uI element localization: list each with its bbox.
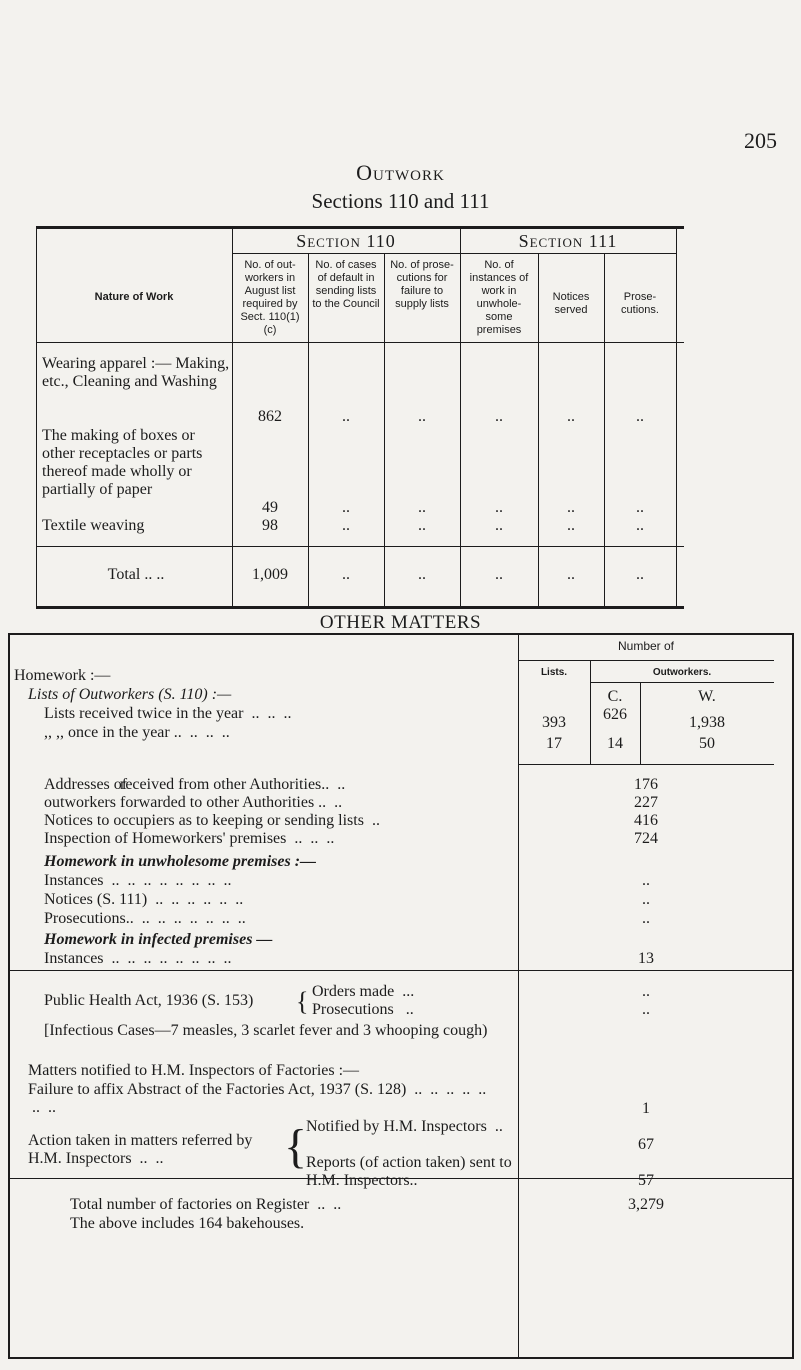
action-brace: { (284, 1120, 308, 1173)
other-matters-title: OTHER MATTERS (319, 612, 482, 633)
orders-made-label: Orders made ... (312, 983, 415, 1000)
total-label: Total .. .. (107, 566, 165, 583)
group-header-section-110: Section 110 (296, 231, 396, 251)
once-w: 50 (699, 735, 715, 752)
cell-textile-outworkers: 98 (262, 517, 278, 534)
outworkers-word: outworkers (44, 794, 116, 811)
reports-value: 57 (638, 1172, 654, 1189)
col-header-notices-served: Notices served (552, 291, 590, 316)
pha-brace: { (296, 987, 309, 1016)
total-factories-label: Total number of factories on Register .. .. (70, 1196, 342, 1213)
once-lists: 17 (546, 735, 562, 752)
forwarded-value: 227 (634, 794, 658, 811)
cell-boxes-default: .. (342, 499, 350, 516)
failure-value: 1 (642, 1100, 650, 1117)
page-subtitle: Sections 110 and 111 (311, 189, 490, 213)
unwholesome-notices-value: .. (642, 891, 650, 908)
addresses-of-label: Addresses of (44, 776, 128, 793)
total-outworkers: 1,009 (252, 566, 288, 583)
row-label-wearing-apparel: Wearing apparel :— Making, etc., Cleaning and Washing (42, 355, 230, 390)
pha-prosecutions-label: Prosecutions .. (312, 1001, 414, 1018)
received-value: 176 (634, 776, 658, 793)
orders-made-value: .. (642, 983, 650, 1000)
matters-heading: Matters notified to H.M. Inspectors of Factories :— (28, 1062, 360, 1079)
pha-label: Public Health Act, 1936 (S. 153) (44, 992, 254, 1009)
cell-boxes-instances: .. (495, 499, 503, 516)
cell-apparel-prosecutions: .. (636, 408, 644, 425)
col-header-prosecutions: Prose-cutions. (621, 291, 659, 316)
row-label-boxes: The making of boxes or other receptacles or parts thereof made wholly or partially of paper (42, 427, 203, 498)
unwholesome-instances-value: .. (642, 872, 650, 889)
unwholesome-instances-label: Instances .. .. .. .. .. .. .. .. (44, 872, 232, 889)
infected-instances-label: Instances .. .. .. .. .. .. .. .. (44, 950, 232, 967)
twice-label: Lists received twice in the year .. .. .. (44, 705, 292, 722)
unwholesome-notices-label: Notices (S. 111) .. .. .. .. .. .. (44, 891, 244, 908)
cell-apparel-outworkers: 862 (258, 408, 282, 425)
col-header-outworkers: No. of out-workers in August list required by Sect. 110(1)(c) (240, 259, 300, 336)
inspection-label: Inspection of Homeworkers' premises .. .. .. (44, 830, 335, 847)
cell-textile-instances: .. (495, 517, 503, 534)
cell-textile-prosecutions: .. (636, 517, 644, 534)
cell-apparel-notices: .. (567, 408, 575, 425)
bakehouses-note: The above includes 164 bakehouses. (70, 1215, 305, 1232)
cell-boxes-notices: .. (567, 499, 575, 516)
cell-apparel-default: .. (342, 408, 350, 425)
notified-value: 67 (638, 1136, 654, 1153)
twice-w: 1,938 (689, 714, 725, 731)
number-of-header: Number of (617, 639, 675, 653)
lists-of-outworkers-heading: Lists of Outworkers (S. 110) :— (28, 686, 232, 703)
col-header-prosecutions-lists: No. of prose-cutions for failure to supply lists (390, 259, 454, 310)
homework-heading: Homework :— (14, 667, 111, 684)
group-header-section-111: Section 111 (518, 231, 618, 251)
once-label: ,, ,, once in the year .. .. .. .. (44, 724, 230, 741)
cell-textile-notices: .. (567, 517, 575, 534)
cell-apparel-instances: .. (495, 408, 503, 425)
total-instances: .. (495, 566, 503, 583)
pha-prosecutions-value: .. (642, 1001, 650, 1018)
twice-lists: 393 (542, 714, 566, 731)
unwholesome-prosecutions-value: .. (642, 910, 650, 927)
total-notices: .. (567, 566, 575, 583)
notices-lists-value: 416 (634, 812, 658, 829)
total-factories-value: 3,279 (628, 1196, 664, 1213)
page-number: 205 (744, 128, 777, 153)
cell-boxes-prosecutions-lists: .. (418, 499, 426, 516)
outworkers-header: Outworkers. (652, 667, 712, 678)
total-prosecutions: .. (636, 566, 644, 583)
cell-textile-default: .. (342, 517, 350, 534)
once-c: 14 (607, 735, 623, 752)
total-default: .. (342, 566, 350, 583)
action-label: Action taken in matters referred by H.M. Inspectors .. .. (28, 1132, 253, 1167)
row-label-textile: Textile weaving (42, 517, 145, 534)
cell-apparel-prosecutions-lists: .. (418, 408, 426, 425)
nature-of-work-header: Nature of Work (94, 291, 174, 303)
c-header: C. (607, 688, 623, 705)
received-label: received from other Authorities.. .. (120, 776, 346, 793)
infected-heading: Homework in infected premises — (44, 931, 273, 948)
col-header-default-cases: No. of cases of default in sending lists to the Council (312, 259, 380, 310)
twice-c: 626 (603, 706, 627, 723)
total-prosecutions-lists: .. (418, 566, 426, 583)
notices-lists-label: Notices to occupiers as to keeping or sending lists .. (44, 812, 380, 829)
cell-textile-prosecutions-lists: .. (418, 517, 426, 534)
page-title: Outwork (356, 160, 445, 185)
w-header: W. (698, 688, 716, 705)
forwarded-label: forwarded to other Authorities .. .. (120, 794, 343, 811)
failure-label: Failure to affix Abstract of the Factories Act, 1937 (S. 128) .. .. .. .. .. .. .. (28, 1081, 487, 1116)
notified-label: Notified by H.M. Inspectors .. (306, 1118, 503, 1135)
cell-boxes-prosecutions: .. (636, 499, 644, 516)
unwholesome-prosecutions-label: Prosecutions.. .. .. .. .. .. .. .. (44, 910, 246, 927)
inspection-value: 724 (634, 830, 658, 847)
reports-label: Reports (of action taken) sent to H.M. Inspectors.. (306, 1154, 512, 1189)
unwholesome-heading: Homework in unwholesome premises :— (44, 853, 317, 870)
cell-boxes-outworkers: 49 (262, 499, 278, 516)
infected-instances-value: 13 (638, 950, 654, 967)
col-header-unwholesome-instances: No. of instances of work in unwhole-some premises (469, 259, 529, 336)
lists-header: Lists. (540, 667, 568, 678)
infectious-cases-note: [Infectious Cases—7 measles, 3 scarlet fever and 3 whooping cough) (44, 1022, 488, 1039)
